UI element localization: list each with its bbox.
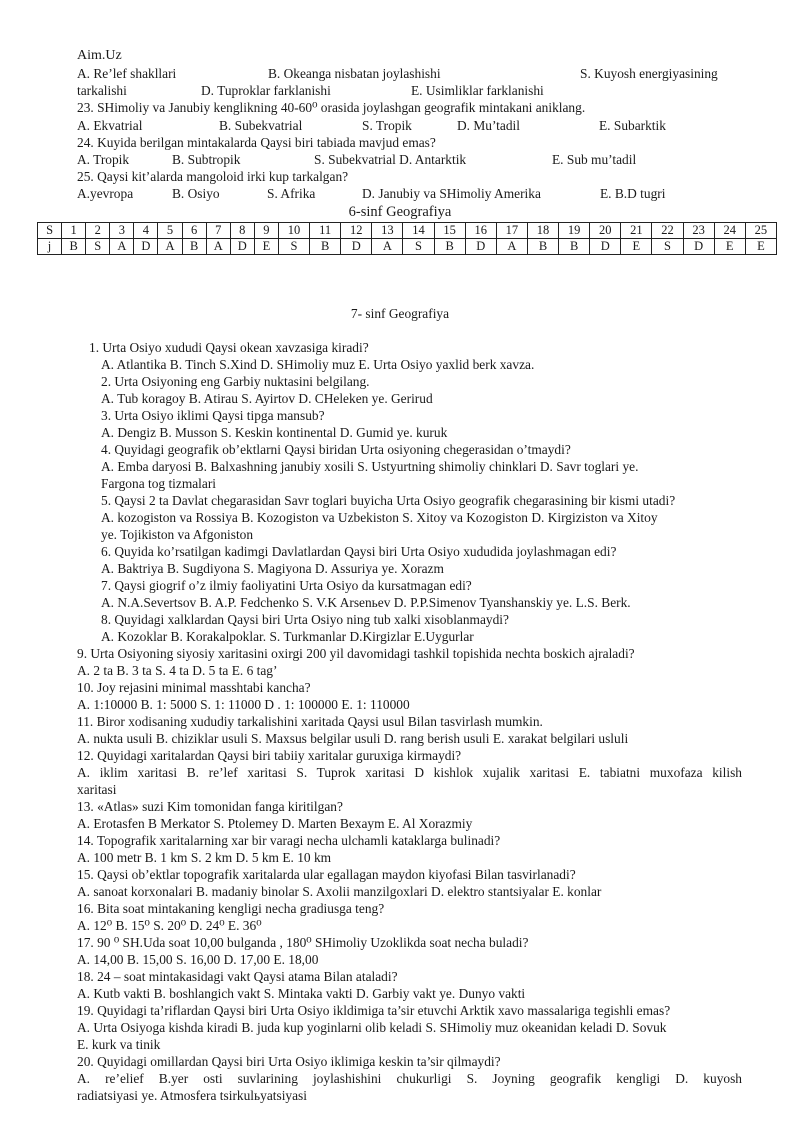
question-24: 24. Kuyida berilgan mintakalarda Qaysi biri tabiada mavjud emas? <box>77 135 436 150</box>
answer-key-answer-cell: E <box>621 239 652 255</box>
answer-key-number-cell: 17 <box>496 223 527 239</box>
answer-line: E. kurk va tinik <box>77 1037 161 1052</box>
answer-line: A. Emba daryosi B. Balxashning janubiy xosili S. Ustyurtning shimoliy chinklari D. Savr toglari ye. <box>101 459 639 474</box>
q22-option-s-cont: tarkalishi <box>77 83 127 98</box>
question-line: 20. Quyidagi omillardan Qaysi biri Urta Osiyo iklimiga keskin ta’sir qilmaydi? <box>77 1054 501 1069</box>
answer-key-answer-cell: j <box>38 239 62 255</box>
answer-line: ye. Tojikiston va Afgoniston <box>101 527 254 542</box>
q24-option-s-d: S. Subekvatrial D. Antarktik <box>314 152 467 167</box>
answer-line: A. Erotasfen B Merkator S. Ptolemey D. Marten Bexaym E. Al Xorazmiy <box>77 816 473 831</box>
answer-key-answer-cell: E <box>714 239 745 255</box>
question-line: 16. Bita soat mintakaning kengligi necha gradiusga teng? <box>77 901 385 916</box>
answer-line: A. 14,00 B. 15,00 S. 16,00 D. 17,00 E. 18,00 <box>77 952 319 967</box>
site-header: Aim.Uz <box>77 48 122 63</box>
question-23: 23. SHimoliy va Janubiy kenglikning 40-60⁰ orasida joylashgan geografik mintakani aniklang. <box>77 100 586 115</box>
question-line: 17. 90 ⁰ SH.Uda soat 10,00 bulganda , 180⁰ SHimoliy Uzoklikda soat necha buladi? <box>77 935 529 950</box>
question-line: 18. 24 – soat mintakasidagi vakt Qaysi atama Bilan ataladi? <box>77 969 398 984</box>
question-line: 3. Urta Osiyo iklimi Qaysi tipga mansub? <box>101 408 325 423</box>
q22-option-e: E. Usimliklar farklanishi <box>411 83 544 98</box>
answer-line: radiatsiyasi ye. Atmosfera tsirkulьyatsiyasi <box>77 1088 307 1103</box>
answer-key-number-cell: 6 <box>182 223 206 239</box>
answer-line: A. sanoat korxonalari B. madaniy binolar S. Axolii manzilgoxlari D. elektro stantsiyalar E. konlar <box>77 884 602 899</box>
answer-key-answer-cell: S <box>403 239 434 255</box>
answer-key-answer-cell: E <box>254 239 278 255</box>
q23-option-d: D. Mu’tadil <box>457 118 520 133</box>
answer-line: A. Kutb vakti B. boshlangich vakt S. Mintaka vakti D. Garbiy vakt ye. Dunyo vakti <box>77 986 526 1001</box>
answer-key-number-cell: 22 <box>652 223 683 239</box>
answer-line: A. kozogiston va Rossiya B. Kozogiston va Uzbekiston S. Xitoy va Kozogiston D. Kirgiziston va Xitoy <box>101 510 658 525</box>
answer-key-table <box>37 222 777 255</box>
answer-key-number-cell: 1 <box>62 223 86 239</box>
answer-line: A. nukta usuli B. chiziklar usuli S. Maxsus belgilar usuli D. rang berish usuli E. xarakat belgilari usluli <box>77 731 629 746</box>
q25-option-e: E. B.D tugri <box>600 186 666 201</box>
answer-line: A. Kozoklar B. Korakalpoklar. S. Turkmanlar D.Kirgizlar E.Uygurlar <box>101 629 474 644</box>
answer-key-number-cell: 11 <box>310 223 341 239</box>
answer-line: A. Dengiz B. Musson S. Keskin kontinental D. Gumid ye. kuruk <box>101 425 448 440</box>
q24-option-e: E. Sub mu’tadil <box>552 152 637 167</box>
answer-key-answer-cell: D <box>134 239 158 255</box>
answer-key-answer-cell: D <box>465 239 496 255</box>
q23-option-e: E. Subarktik <box>599 118 666 133</box>
answer-key-answer-cell: D <box>590 239 621 255</box>
q22-option-d: D. Tuproklar farklanishi <box>201 83 331 98</box>
question-line: 10. Joy rejasini minimal masshtabi kancha? <box>77 680 311 695</box>
q23-option-s: S. Tropik <box>362 118 412 133</box>
question-line: 13. «Atlas» suzi Kim tomonidan fanga kiritilgan? <box>77 799 343 814</box>
answer-key-number-cell: 3 <box>110 223 134 239</box>
q24-option-b: B. Subtropik <box>172 152 241 167</box>
answer-key-answer-cell: S <box>86 239 110 255</box>
answer-line-justified: A. iklim xaritasi B. re’lef xaritasi S. Tuprok xaritasi D kishlok xujalik xaritasi E. tabiatni muxofaza kilish <box>77 765 742 780</box>
answer-key-answer-cell: B <box>310 239 341 255</box>
answer-key-answer-cell: A <box>496 239 527 255</box>
answer-key-answer-cell: A <box>110 239 134 255</box>
answer-key-number-cell: 15 <box>434 223 465 239</box>
question-line: 5. Qaysi 2 ta Davlat chegarasidan Savr toglari buyicha Urta Osiyo geografik chegarasining bir kismi utadi? <box>101 493 676 508</box>
answer-key-number-cell: 4 <box>134 223 158 239</box>
answer-key-answer-cell: E <box>745 239 776 255</box>
answer-line: xaritasi <box>77 782 117 797</box>
answer-key-number-cell: 12 <box>341 223 372 239</box>
answer-key-answer-cell: B <box>182 239 206 255</box>
answer-key-number-cell: 23 <box>683 223 714 239</box>
q25-option-d: D. Janubiy va SHimoliy Amerika <box>362 186 541 201</box>
answer-key-number-cell: 24 <box>714 223 745 239</box>
answer-key-answer-row <box>38 239 777 255</box>
answer-line: A. N.A.Severtsov B. A.P. Fedchenko S. V.K Arsenьev D. P.P.Simenov Tyanshanskiy ye. L.S. Berk. <box>101 595 631 610</box>
answer-key-answer-cell: A <box>158 239 182 255</box>
q23-option-b: B. Subekvatrial <box>219 118 303 133</box>
answer-line-justified: A. re’elief B.yer osti suvlarining joylashishini chukurligi S. Joyning geografik kengligi D. kuyosh <box>77 1071 742 1086</box>
question-line: 15. Qaysi ob’ektlar topografik xaritalarda ular egallagan maydon kiyofasi Bilan tasvirlanadi? <box>77 867 576 882</box>
answer-key-answer-cell: S <box>652 239 683 255</box>
question-line: 6. Quyida ko’rsatilgan kadimgi Davlatlardan Qaysi biri Urta Osiyo xududida joylashmagan edi? <box>101 544 617 559</box>
answer-line: A. Tub koragoy B. Atirau S. Ayirtov D. CHeleken ye. Gerirud <box>101 391 433 406</box>
question-25: 25. Qaysi kit’alarda mangoloid irki kup tarkalgan? <box>77 169 349 184</box>
answer-key-number-cell: 21 <box>621 223 652 239</box>
answer-key-answer-cell: A <box>372 239 403 255</box>
answer-key-answer-cell: D <box>341 239 372 255</box>
answer-key-number-cell: 8 <box>230 223 254 239</box>
answer-key-answer-cell: D <box>230 239 254 255</box>
answer-key-number-cell: 9 <box>254 223 278 239</box>
answer-key-number-cell: 7 <box>206 223 230 239</box>
answer-key-answer-cell: A <box>206 239 230 255</box>
answer-line: A. Urta Osiyoga kishda kiradi B. juda kup yoginlarni olib keladi S. SHimoliy muz okeanidan keladi D. Sovuk <box>77 1020 667 1035</box>
answer-line: A. 1:10000 B. 1: 5000 S. 1: 11000 D . 1: 100000 E. 1: 110000 <box>77 697 410 712</box>
answer-line: Fargona tog tizmalari <box>101 476 217 491</box>
question-line: 11. Biror xodisaning xududiy tarkalishini xaritada Qaysi usul Bilan tasvirlash mumkin. <box>77 714 543 729</box>
answer-key-number-cell: 25 <box>745 223 776 239</box>
answer-line: A. 12⁰ B. 15⁰ S. 20⁰ D. 24⁰ E. 36⁰ <box>77 918 262 933</box>
question-line: 2. Urta Osiyoning eng Garbiy nuktasini belgilang. <box>101 374 370 389</box>
q22-option-s: S. Kuyosh energiyasining <box>580 66 718 81</box>
q25-option-b: B. Osiyo <box>172 186 220 201</box>
answer-line: A. Atlantika B. Tinch S.Xind D. SHimoliy muz E. Urta Osiyo yaxlid berk xavza. <box>101 357 535 372</box>
q25-option-a: A.yevropa <box>77 186 134 201</box>
answer-key-number-cell: 19 <box>559 223 590 239</box>
question-line: 14. Topografik xaritalarning xar bir varagi necha ulchamli kataklarga bulinadi? <box>77 833 501 848</box>
section-title: 7- sinf Geografiya <box>350 306 450 321</box>
answer-key-number-cell: 16 <box>465 223 496 239</box>
answer-key-answer-cell: S <box>278 239 309 255</box>
q22-option-b: B. Okeanga nisbatan joylashishi <box>268 66 441 81</box>
answer-key-answer-cell: B <box>62 239 86 255</box>
question-line: 19. Quyidagi ta’riflardan Qaysi biri Urta Osiyo ikldimiga ta’sir etuvchi Arktik xavo massalariga tegishli emas? <box>77 1003 671 1018</box>
answer-key-number-cell: 20 <box>590 223 621 239</box>
answer-key-answer-cell: B <box>527 239 558 255</box>
answer-key-number-row <box>38 223 777 239</box>
question-line: 8. Quyidagi xalklardan Qaysi biri Urta Osiyo ning tub xalki xisoblanmaydi? <box>101 612 509 627</box>
question-line: 4. Quyidagi geografik ob’ektlarni Qaysi biridan Urta osiyoning chegerasidan o’tmaydi? <box>101 442 571 457</box>
answer-key-answer-cell: B <box>559 239 590 255</box>
q25-option-s: S. Afrika <box>267 186 316 201</box>
answer-key-number-cell: 18 <box>527 223 558 239</box>
question-line: 9. Urta Osiyoning siyosiy xaritasini oxirgi 200 yil davomidagi tashkil topishida nechta boskich ajraladi? <box>77 646 635 661</box>
q22-option-a: A. Re’lef shakllari <box>77 66 177 81</box>
question-line: 12. Quyidagi xaritalardan Qaysi biri tabiiy xaritalar guruxiga kirmaydi? <box>77 748 462 763</box>
answer-key-number-cell: 5 <box>158 223 182 239</box>
answer-key-number-cell: 10 <box>278 223 309 239</box>
answer-key-answer-cell: D <box>683 239 714 255</box>
q24-option-a: A. Tropik <box>77 152 130 167</box>
answer-key-number-cell: 2 <box>86 223 110 239</box>
answer-key-number-cell: 14 <box>403 223 434 239</box>
answer-line: A. Baktriya B. Sugdiyona S. Magiyona D. Assuriya ye. Xorazm <box>101 561 444 576</box>
answer-line: A. 100 metr B. 1 km S. 2 km D. 5 km E. 10 km <box>77 850 332 865</box>
answer-key-answer-cell: B <box>434 239 465 255</box>
answer-key-title: 6-sinf Geografiya <box>348 204 452 220</box>
q23-option-a: A. Ekvatrial <box>77 118 143 133</box>
answer-line: A. 2 ta B. 3 ta S. 4 ta D. 5 ta E. 6 tag’ <box>77 663 278 678</box>
question-line: 1. Urta Osiyo xududi Qaysi okean xavzasiga kiradi? <box>89 340 369 355</box>
answer-key-number-cell: S <box>38 223 62 239</box>
question-line: 7. Qaysi giogrif o’z ilmiy faoliyatini Urta Osiyo da kursatmagan edi? <box>101 578 472 593</box>
answer-key-number-cell: 13 <box>372 223 403 239</box>
